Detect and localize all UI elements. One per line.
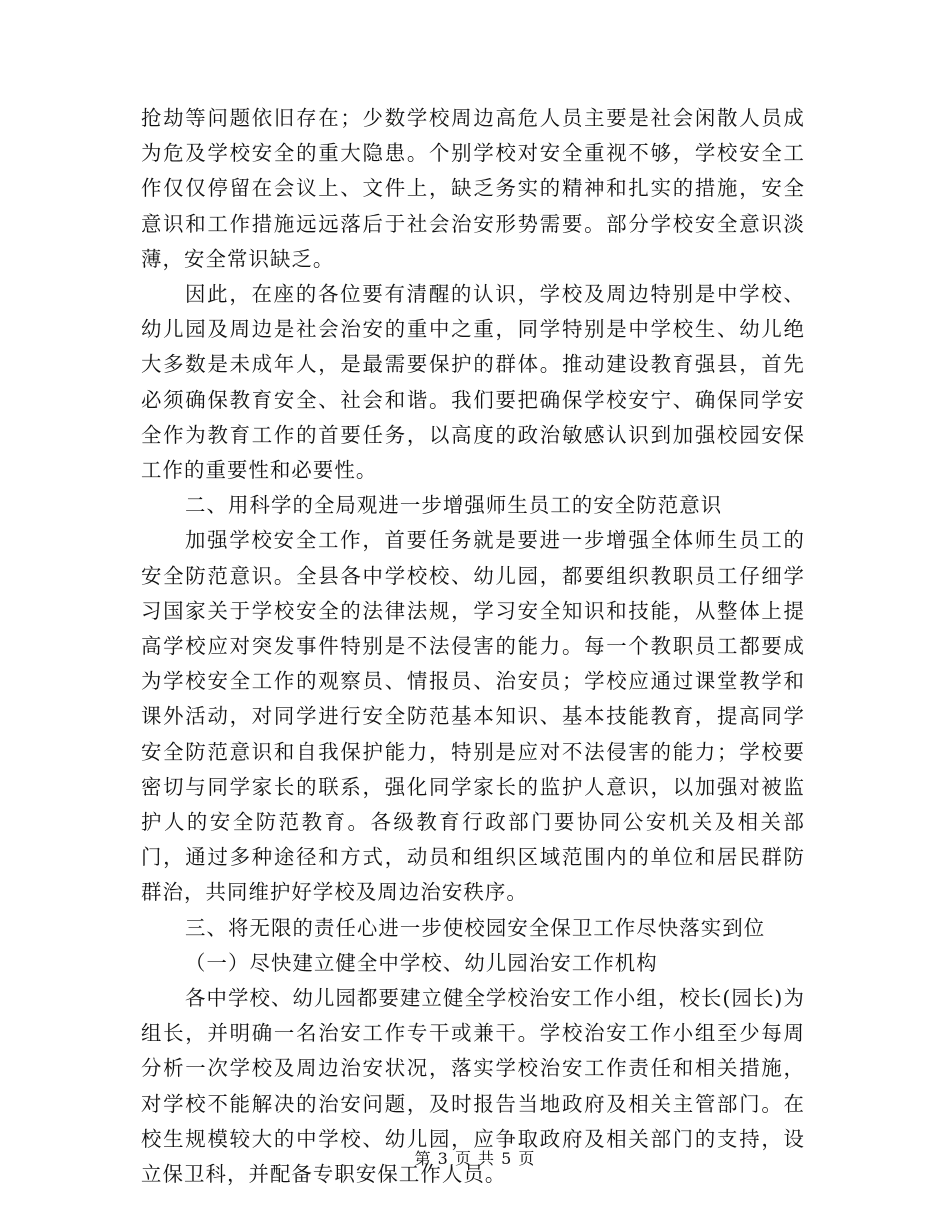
page-footer	[0, 1146, 950, 1169]
page-number: 第 3 页 共 5 页	[414, 1149, 536, 1168]
document-body	[141, 101, 805, 1192]
paragraph-4: 各中学校、幼儿园都要建立健全学校治安工作小组，校长(园长)为组长，并明确一名治安工作专干或兼干。学校治安工作小组至少每周分析一次学校及周边治安状况，落实学校治安工作责任和相关措施，对学校不能解决的治安问题，及时报告当地政府及相关主管部门。在校生规模较大的中学校、幼儿园，应争取政府及相关部门的支持，设立保卫科，并配备专职安保工作人员。	[141, 986, 805, 1187]
paragraph-3: 加强学校安全工作，首要任务就是要进一步增强全体师生员工的安全防范意识。全县各中学校校、幼儿园，都要组织教职员工仔细学习国家关于学校安全的法律法规，学习安全知识和技能，从整体上提高学校应对突发事件特别是不法侵害的能力。每一个教职员工都要成为学校安全工作的观察员、情报员、治安员；学校应通过课堂教学和课外活动，对同学进行安全防范基本知识、基本技能教育，提高同学安全防范意识和自我保护能力，特别是应对不法侵害的能力；学校要密切与同学家长的联系，强化同学家长的监护人意识，以加强对被监护人的安全防范教育。各级教育行政部门要协同公安机关及相关部门，通过多种途径和方式，动员和组织区域范围内的单位和居民群防群治，共同维护好学校及周边治安秩序。	[141, 528, 805, 905]
section-heading-3: 三、将无限的责任心进一步使校园安全保卫工作尽快落实到位	[185, 915, 766, 940]
section-heading-2: 二、用科学的全局观进一步增强师生员工的安全防范意识	[185, 493, 723, 518]
subsection-heading-3-1: （一）尽快建立健全中学校、幼儿园治安工作机构	[185, 950, 658, 975]
paragraph-2: 因此，在座的各位要有清醒的认识，学校及周边特别是中学校、幼儿园及周边是社会治安的重中之重，同学特别是中学校生、幼儿绝大多数是未成年人，是最需要保护的群体。推动建设教育强县，首先必须确保教育安全、社会和谐。我们要把确保学校安宁、确保同学安全作为教育工作的首要任务，以高度的政治敏感认识到加强校园安保工作的重要性和必要性。	[141, 282, 805, 483]
paragraph-1: 抢劫等问题依旧存在；少数学校周边高危人员主要是社会闲散人员成为危及学校安全的重大隐患。个别学校对安全重视不够，学校安全工作仅仅停留在会议上、文件上，缺乏务实的精神和扎实的措施，安全意识和工作措施远远落后于社会治安形势需要。部分学校安全意识淡薄，安全常识缺乏。	[141, 106, 805, 271]
